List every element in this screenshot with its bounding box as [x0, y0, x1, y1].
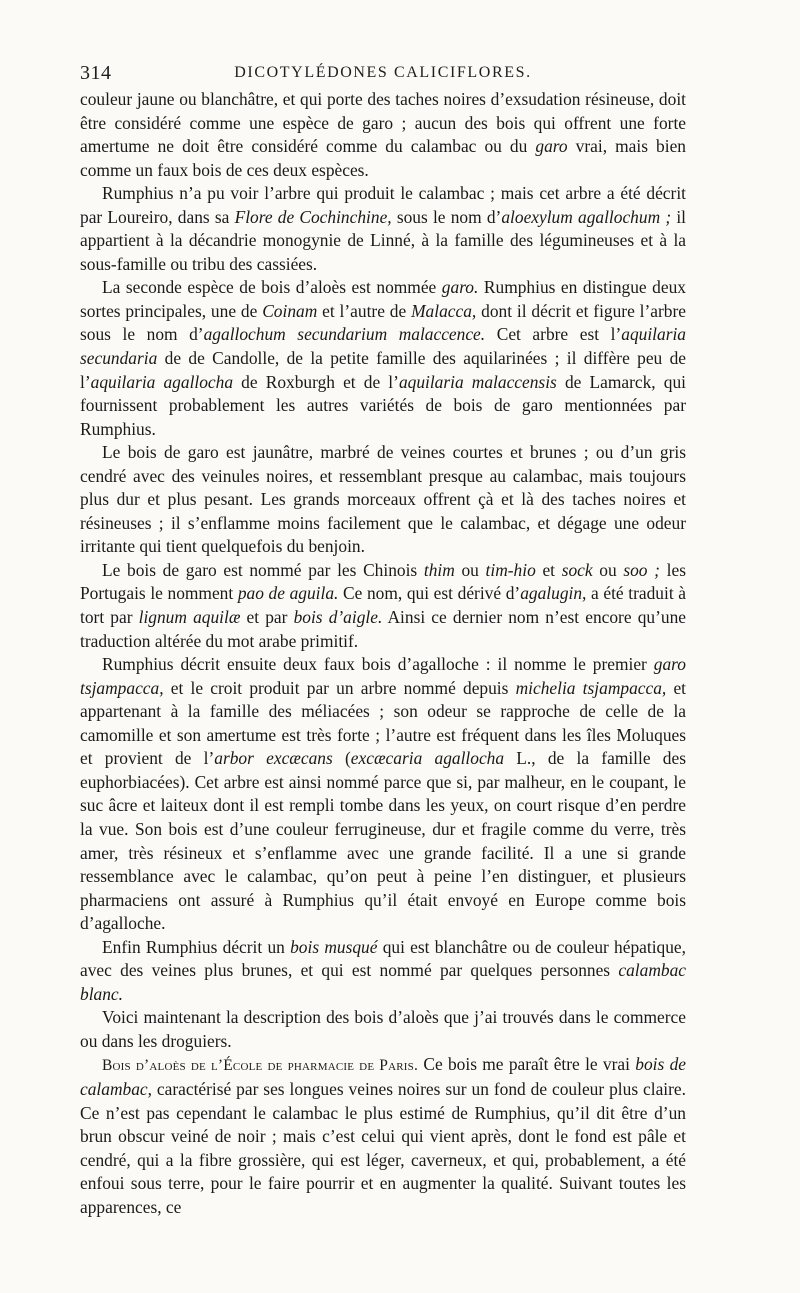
paragraph [80, 936, 686, 1007]
italic-term: aquilaria secundaria [80, 324, 686, 369]
paragraph [80, 653, 686, 936]
text-run: et appartenant à la famille des méliacées ; son odeur se rapproche de celle de la camomille et son amertume est très forte ; l’autre est fréquent dans les îles Moluques et provient de l’ [80, 677, 686, 769]
paragraph [80, 182, 686, 276]
page-number: 314 [80, 62, 112, 84]
text-run: de Lamarck, qui fournissent probablement les autres variétés de bois de garo mentionnées par Rumphius. [80, 371, 686, 439]
paragraph [80, 276, 686, 441]
italic-term: agalugin, [520, 583, 587, 604]
text-run: et [535, 559, 562, 580]
italic-term: garo [535, 136, 568, 157]
italic-term: bois d’aigle. [293, 607, 383, 628]
text-run: ou [454, 559, 486, 580]
paragraph [80, 1006, 686, 1053]
text-run: les Portugais le nomment [80, 559, 686, 604]
italic-term: garo tsjampacca, [80, 654, 686, 698]
running-head [80, 62, 686, 88]
paragraph [80, 88, 686, 182]
italic-term: bois de calambac, [80, 1054, 686, 1099]
italic-term: aloexylum agallochum ; [501, 206, 672, 227]
italic-term: pao de aguila. [237, 583, 339, 604]
italic-term: soo ; [623, 559, 660, 580]
text-run: ou [592, 559, 624, 580]
text-run: de Roxburgh et de l’ [233, 371, 399, 392]
paragraph [80, 1053, 686, 1219]
text-run: vrai, mais bien comme un faux bois de ces deux espèces. [80, 136, 686, 180]
text-run: qui est blanchâtre ou de couleur hépatique, avec des veines plus brunes, et qui est nommé par quelques personnes [80, 936, 687, 981]
section-heading: Bois d’aloès de l’École de pharmacie de Paris. [102, 1057, 419, 1075]
italic-term: calambac blanc. [80, 960, 686, 1004]
italic-term: michelia tsjampacca, [515, 677, 667, 698]
italic-term: sock [561, 559, 593, 580]
text-run: L., de la famille des euphorbiacées). Cet arbre est ainsi nommé parce que si, par malheur, en le coupant, le suc âcre et laiteux dont il est rempli tombe dans les yeux, on court risque d’en perdre la vue. Son bois est d’une couleur ferrugineuse, dur et fragile comme du verre, très amer, très résineux et s’enflamme avec une grande facilité. Il a une si grande ressemblance avec le calambac, qu’on peut à peine l’en distinguer, et plusieurs pharmaciens ont assuré à Rumphius qu’il était envoyé en Europe comme bois d’agalloche. [80, 748, 686, 934]
text-run: ( [332, 748, 351, 769]
text-run: de de Candolle, de la petite famille des aquilarinées ; il diffère peu de l’ [80, 348, 686, 392]
paragraph [80, 559, 686, 653]
italic-term: thim [423, 559, 455, 580]
italic-term: Flore de Cochinchine, [234, 206, 392, 227]
text-run: Le bois de garo est nommé par les Chinois [102, 559, 424, 580]
text-run: Ainsi ce dernier nom n’est encore qu’une traduction altérée du mot arabe primitif. [80, 607, 686, 651]
italic-term: tim-hio [485, 559, 536, 580]
italic-term: aquilaria malaccensis [398, 371, 557, 392]
text-run: a été traduit à tort par [80, 583, 686, 628]
italic-term: garo. [441, 277, 479, 298]
running-title: DICOTYLÉDONES CALICIFLORES. [234, 64, 532, 81]
text-run: Voici maintenant la description des bois d’aloès que j’ai trouvés dans le commerce ou dans les droguiers. [80, 1007, 686, 1051]
italic-term: aquilaria agallocha [90, 371, 234, 392]
text-run: et le croit produit par un arbre nommé depuis [163, 677, 516, 698]
paragraph [80, 441, 686, 559]
italic-term: bois musqué [290, 936, 378, 957]
text-run: Rumphius décrit ensuite deux faux bois d’agalloche : il nomme le premier [102, 654, 654, 675]
text-run: et par [240, 607, 294, 628]
italic-term: agallochum secundarium malaccence. [203, 324, 486, 345]
body-text [80, 88, 686, 1219]
italic-term: arbor excæcans [214, 748, 333, 769]
text-run: couleur jaune ou blanchâtre, et qui porte des taches noires d’exsudation résineuse, doit être considéré comme une espèce de garo ; aucun des bois qui offrent une forte amertume ne doit être considéré comme du calambac ou du [80, 89, 686, 157]
text-run: Enfin Rumphius décrit un [102, 936, 291, 957]
text-run: il appartient à la décandrie monogynie de Linné, à la famille des légumineuses et à la sous-famille ou tribu des cassiées. [80, 206, 686, 274]
text-run: caractérisé par ses longues veines noires sur un fond de couleur plus claire. Ce n’est pas cependant le calambac le plus estimé de Rumphius, qu’il dit être d’un brun obscur veiné de noir ; mais c’est celui qui vient après, dont le fond est pâle et cendré, qui a la fibre grossière, qui est léger, caverneux, et qui, probablement, a été enfoui sous terre, pour le faire pourrir et en augmenter la qualité. Suivant toutes les apparences, ce [80, 1078, 686, 1217]
text-run: Cet arbre est l’ [485, 324, 622, 345]
italic-term: Malacca, [411, 300, 477, 321]
italic-term: Coinam [262, 300, 318, 321]
text-run: Ce bois me paraît être le vrai [418, 1054, 636, 1075]
text-run: Rumphius n’a pu voir l’arbre qui produit le calambac ; mais cet arbre a été décrit par Loureiro, dans sa [80, 183, 686, 227]
text-run: La seconde espèce de bois d’aloès est nommée [102, 277, 442, 298]
italic-term: excæcaria agallocha [350, 748, 505, 769]
text-run: sous le nom d’ [391, 206, 502, 227]
italic-term: lignum aquilæ [138, 607, 241, 628]
text-run: dont il décrit et figure l’arbre sous le nom d’ [80, 300, 687, 345]
text-run: Rumphius en distingue deux sortes principales, une de [80, 277, 686, 321]
text-run: Le bois de garo est jaunâtre, marbré de veines courtes et brunes ; ou d’un gris cendré avec des veinules noires, et ressemblant presque au calambac, mais toujours plus dur et plus pesant. Les grands morceaux offrent çà et là des taches noires et résineuses ; il s’enflamme moins facilement que le calambac, et dégage une odeur irritante qui tient quelquefois du benjoin. [80, 442, 686, 557]
text-run: et l’autre de [317, 300, 412, 321]
text-run: Ce nom, qui est dérivé d’ [338, 583, 521, 604]
